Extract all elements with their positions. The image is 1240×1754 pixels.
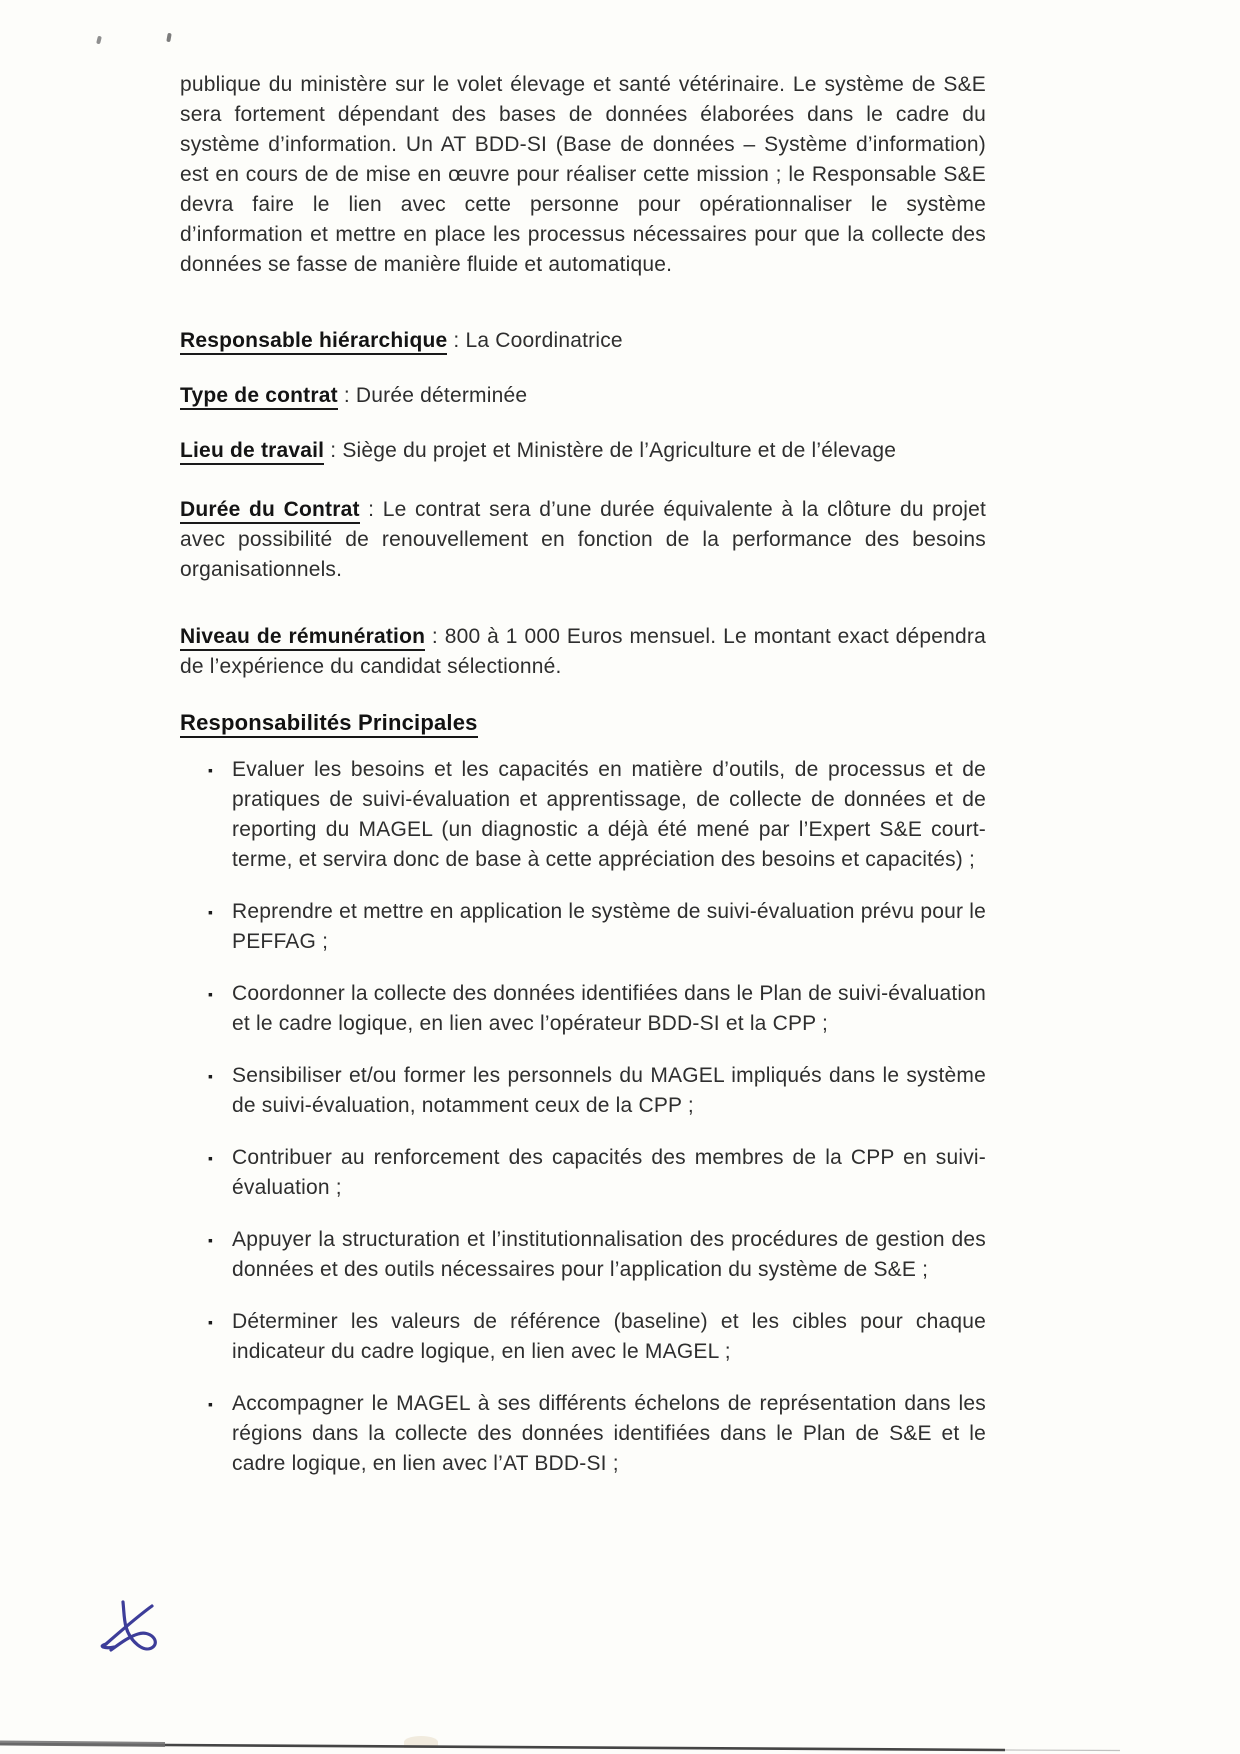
list-item: [180, 979, 986, 1039]
field-value: Durée déterminée: [355, 384, 528, 407]
list-item: [180, 1143, 986, 1203]
list-item: [180, 755, 986, 875]
responsibilities-heading: [180, 708, 986, 738]
list-item: [180, 1307, 986, 1367]
field-separator: :: [447, 329, 466, 352]
field-value: 800 à 1 000 Euros mensuel. Le montant exact dépendra de l’expérience du candidat sélectionné.: [180, 625, 986, 678]
square-bullet-icon: ▪: [208, 1150, 214, 1166]
field-value: Siège du projet et Ministère de l’Agriculture et de l’élevage: [342, 439, 897, 462]
scan-speck: [166, 33, 172, 43]
list-item: [180, 1225, 986, 1285]
list-item-text: Accompagner le MAGEL à ses différents échelons de représentation dans les régions dans la collecte des données identifiées dans le Plan de S&E et le cadre logique, en lien avec l’AT BDD-SI ;: [232, 1392, 986, 1475]
field-type-de-contrat: [180, 381, 986, 411]
field-label: Type de contrat: [180, 384, 338, 410]
square-bullet-icon: ▪: [208, 1314, 214, 1330]
intro-paragraph: publique du ministère sur le volet élevage et santé vétérinaire. Le système de S&E sera fortement dépendant des bases de données élaborées dans le cadre du système d’information. Un AT BDD-SI (Base de données – Système d’information) est en cours de de mise en œuvre pour réaliser cette mission ; le Responsable S&E devra faire le lien avec cette personne pour opérationnaliser le système d’information et mettre en place les processus nécessaires pour que la collecte des données se fasse de manière fluide et automatique.: [180, 73, 986, 276]
square-bullet-icon: ▪: [208, 1068, 214, 1084]
list-item-text: Appuyer la structuration et l’institutionnalisation des procédures de gestion des données et des outils nécessaires pour l’application du système de S&E ;: [232, 1228, 986, 1281]
list-item-text: Coordonner la collecte des données identifiées dans le Plan de suivi-évaluation et le cadre logique, en lien avec l’opérateur BDD-SI et la CPP ;: [232, 982, 986, 1035]
list-item-text: Evaluer les besoins et les capacités en matière d’outils, de processus et de pratiques de suivi-évaluation et apprentissage, de collecte de données et de reporting du MAGEL (un diagnostic a déjà été mené par l’Expert S&E court-terme, et servira donc de base à cette appréciation des besoins et capacités) ;: [232, 758, 986, 871]
field-label: Lieu de travail: [180, 439, 324, 465]
signature-paraph-icon: [90, 1596, 176, 1672]
square-bullet-icon: ▪: [208, 1232, 214, 1248]
square-bullet-icon: ▪: [208, 904, 214, 920]
document-body: [180, 70, 986, 1501]
field-separator: :: [425, 625, 445, 648]
list-item-text: Déterminer les valeurs de référence (baseline) et les cibles pour chaque indicateur du cadre logique, en lien avec le MAGEL ;: [232, 1310, 986, 1363]
field-lieu-de-travail: [180, 436, 986, 466]
field-separator: :: [324, 439, 343, 462]
field-separator: :: [337, 384, 356, 407]
scan-speck: [96, 36, 102, 45]
list-item: [180, 1389, 986, 1479]
list-item: [180, 897, 986, 957]
square-bullet-icon: ▪: [208, 986, 214, 1002]
square-bullet-icon: ▪: [208, 762, 214, 778]
list-item-text: Sensibiliser et/ou former les personnels du MAGEL impliqués dans le système de suivi-évaluation, notamment ceux de la CPP ;: [232, 1064, 986, 1117]
field-separator: :: [359, 498, 383, 521]
field-label: Niveau de rémunération: [180, 625, 425, 651]
responsibilities-list: [180, 755, 986, 1479]
field-value: Le contrat sera d’une durée équivalente à la clôture du projet avec possibilité de renouvellement en fonction de la performance des besoins organisationnels.: [180, 498, 986, 581]
field-label: Responsable hiérarchique: [180, 329, 447, 355]
field-responsable-hierarchique: [180, 326, 986, 356]
field-duree-du-contrat: [180, 495, 986, 585]
list-item-text: Reprendre et mettre en application le système de suivi-évaluation prévu pour le PEFFAG ;: [232, 900, 986, 953]
square-bullet-icon: ▪: [208, 1396, 214, 1412]
list-item: [180, 1061, 986, 1121]
field-value: La Coordinatrice: [465, 329, 623, 352]
field-niveau-de-remuneration: [180, 622, 986, 682]
responsibilities-heading-text: Responsabilités Principales: [180, 710, 478, 738]
field-label: Durée du Contrat: [180, 498, 360, 524]
list-item-text: Contribuer au renforcement des capacités des membres de la CPP en suivi-évaluation ;: [232, 1146, 986, 1199]
scan-edge-line: [0, 1736, 1240, 1754]
